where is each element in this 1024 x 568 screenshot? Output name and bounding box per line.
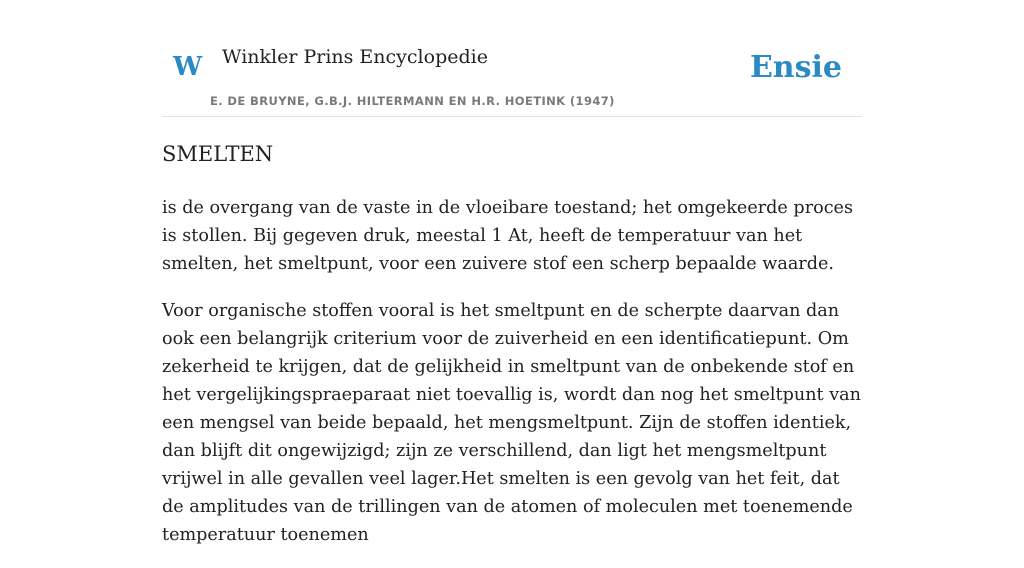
site-header [162,40,862,117]
encyclopedia-logo-icon: W [173,52,203,82]
article-paragraph: is de overgang van de vaste in de vloeibare toestand; het omgekeerde proces is stollen. Bij gegeven druk, meestal 1 At, heeft de temperatuur van het smelten, het smeltpunt, voor een zuivere stof een scherp bepaalde waarde. [162,198,853,274]
article [162,136,864,568]
article-headword: SMELTEN [162,142,274,166]
article-paragraph: Voor organische stoffen vooral is het smeltpunt en de scherpte daarvan dan ook een belangrijk criterium voor de zuiverheid en een identificatiepunt. Om zekerheid te krijgen, dat de gelijkheid in smeltpunt van de onbekende stof en het vergelijkingspraeparaat niet toevallig is, wordt dan nog het smeltpunt van een mengsel van beide bepaald, het mengsmeltpunt. Zijn de stoffen identiek, dan blijft dit ongewijzigd; zijn ze verschillend, dan ligt het mengsmeltpunt vrijwel in alle gevallen veel lager.Het smelten is een gevolg van het feit, dat de amplitudes van de trillingen van de atomen of moleculen met toenemende temperatuur toenemen [162,301,861,545]
authors-line: E. DE BRUYNE, G.B.J. HILTERMANN EN H.R. HOETINK (1947) [210,94,615,108]
ensie-brand-link[interactable]: Ensie [749,50,842,85]
book-title: Winkler Prins Encyclopedie [222,46,488,68]
